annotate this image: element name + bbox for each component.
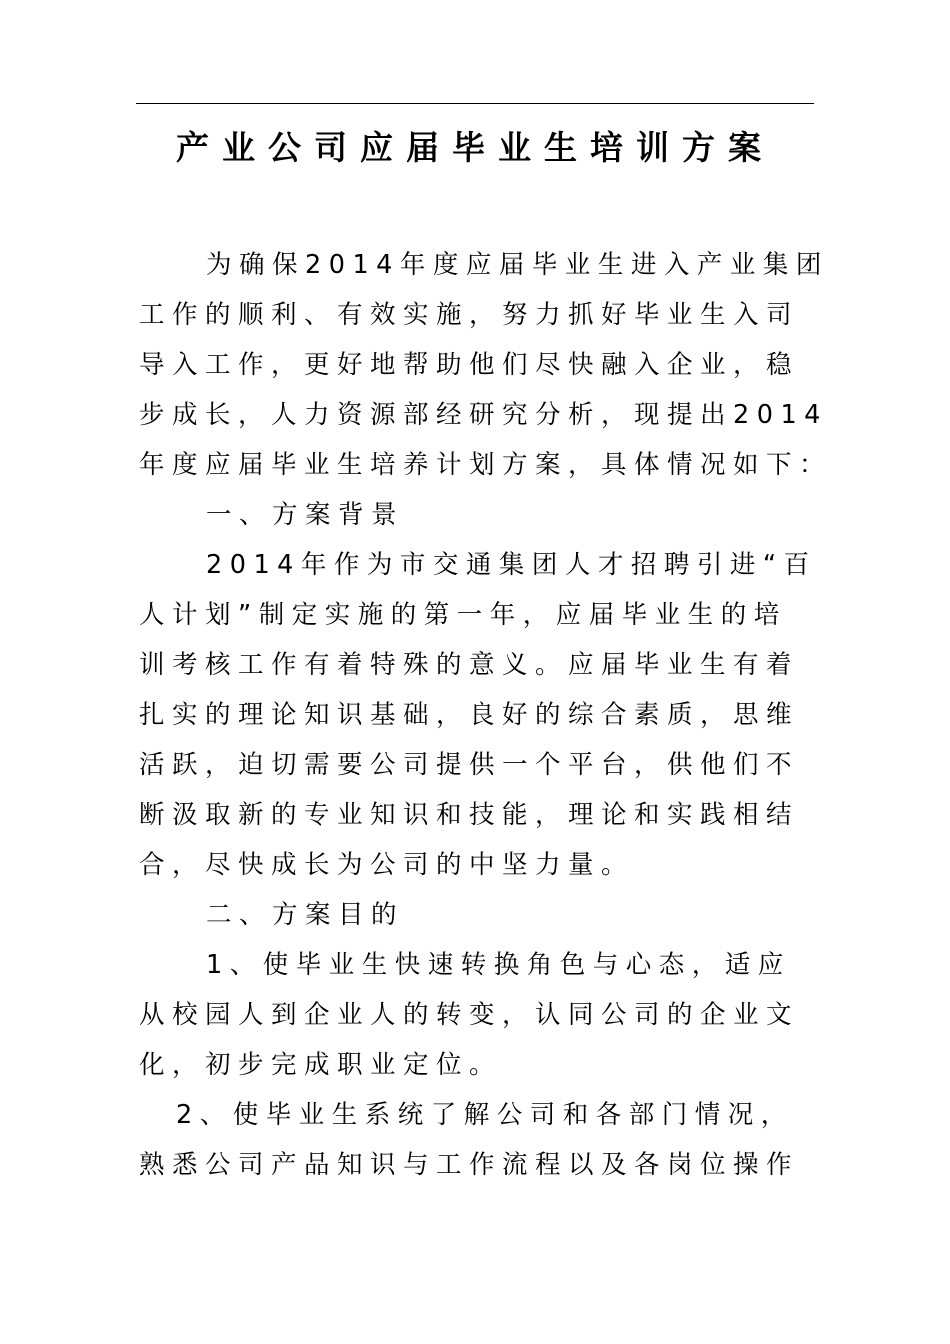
top-horizontal-rule: [136, 103, 814, 104]
body-line: 活跃，迫切需要公司提供一个平台，供他们不: [139, 750, 800, 780]
body-line: 步成长，人力资源部经研究分析，现提出2014: [139, 400, 828, 430]
body-line: 2014年作为市交通集团人才招聘引进“百: [206, 550, 817, 580]
body-line: 1、使毕业生快速转换角色与心态，适应: [206, 950, 791, 980]
body-line: 从校园人到企业人的转变，认同公司的企业文: [139, 1000, 800, 1030]
body-line: 人计划”制定实施的第一年，应届毕业生的培: [139, 600, 787, 630]
body-line: 年度应届毕业生培养计划方案，具体情况如下：: [139, 450, 833, 480]
document-title: 产业公司应届毕业生培训方案: [176, 128, 774, 167]
body-line: 训考核工作有着特殊的意义。应届毕业生有着: [139, 650, 800, 680]
body-line: 工作的顺利、有效实施，努力抓好毕业生入司: [139, 300, 800, 330]
section-heading: 二、方案目的: [206, 900, 405, 930]
body-line: 为确保2014年度应届毕业生进入产业集团: [206, 250, 829, 280]
section-heading: 一、方案背景: [206, 500, 405, 530]
body-line: 2、使毕业生系统了解公司和各部门情况，: [176, 1100, 794, 1130]
body-line: 扎实的理论知识基础，良好的综合素质，思维: [139, 700, 800, 730]
body-line: 熟悉公司产品知识与工作流程以及各岗位操作: [139, 1150, 800, 1180]
body-line: 化，初步完成职业定位。: [139, 1050, 503, 1080]
body-line: 导入工作，更好地帮助他们尽快融入企业，稳: [139, 350, 800, 380]
body-line: 合，尽快成长为公司的中坚力量。: [139, 850, 635, 880]
body-line: 断汲取新的专业知识和技能，理论和实践相结: [139, 800, 800, 830]
